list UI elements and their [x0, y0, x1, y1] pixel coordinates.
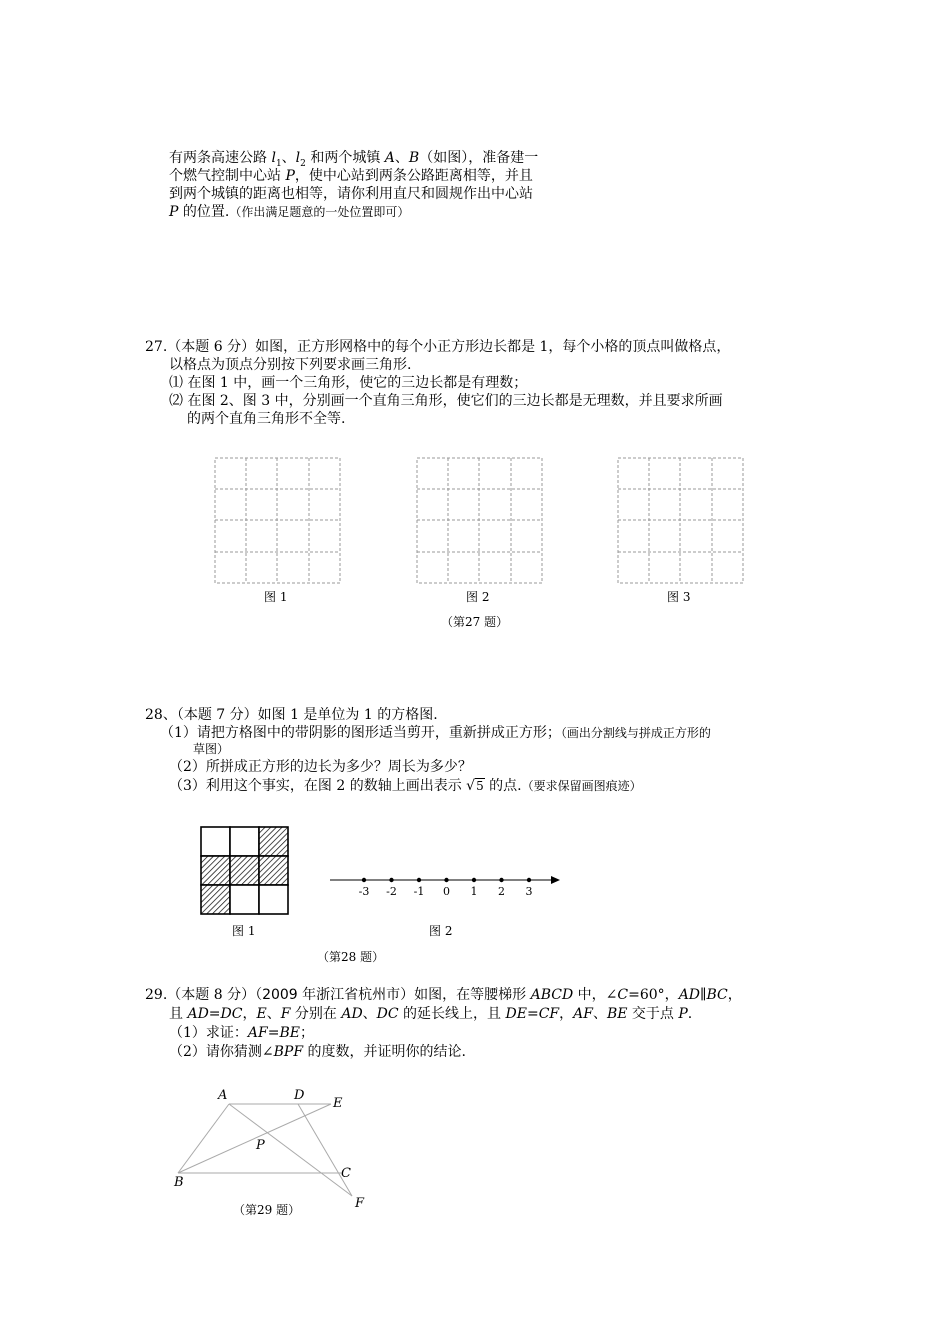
p28-caption: （第28 题） — [317, 950, 385, 964]
number-line-label: 1 — [470, 885, 478, 898]
p29-line2: 且 AD=DC，E、F 分别在 AD、DC 的延长线上，且 DE=CF，AF、BE 交于点 P. — [169, 1006, 693, 1022]
p27-item2a: ⑵ 在图 2、图 3 中，分别画一个直角三角形，使它们的三边长都是无理数，并且要求所画 — [169, 393, 723, 409]
point-label-D: D — [294, 1088, 305, 1103]
p28-fig2-label: 图 2 — [429, 924, 453, 938]
p29-item2: （2）请你猜测∠BPF 的度数，并证明你的结论. — [169, 1044, 466, 1060]
p29-item1: （1）求证：AF=BE； — [169, 1025, 314, 1041]
p26-line3: 到两个城镇的距离也相等，请你利用直尺和圆规作出中心站 — [169, 186, 533, 202]
point-label-A: A — [218, 1088, 228, 1103]
p27-fig1-label: 图 1 — [264, 590, 288, 604]
segment-AB — [178, 1104, 229, 1173]
p28-item2: （2）所拼成正方形的边长为多少？周长为多少？ — [169, 759, 472, 775]
p27-item2b: 的两个直角三角形不全等. — [187, 411, 346, 427]
p26-line1: 有两条高速公路 $l_1$、$l_2$ 和两个城镇 A、B（如图），准备建一 — [169, 150, 539, 169]
p29-caption: （第29 题） — [233, 1203, 301, 1217]
point-label-F: F — [355, 1196, 365, 1211]
p28-item1a: （1）请把方格图中的带阴影的图形适当剪开，重新拼成正方形；（画出分割线与拼成正方形的 — [160, 725, 711, 741]
point-label-B: B — [174, 1175, 184, 1190]
point-label-E: E — [333, 1096, 343, 1111]
number-line-label: 2 — [498, 885, 505, 898]
sqrt-symbol: √ — [466, 778, 476, 794]
p26-line2: 个燃气控制中心站 P，使中心站到两条公路距离相等，并且 — [169, 168, 533, 184]
segment-AF — [229, 1104, 352, 1196]
number-line-label: -1 — [413, 885, 425, 898]
number-line-label: 3 — [525, 885, 533, 898]
p28-line1: 28、（本题 7 分）如图 1 是单位为 1 的方格图. — [145, 707, 438, 723]
p27-line1: 27.（本题 6 分）如图，正方形网格中的每个小正方形边长都是 1，每个小格的顶点叫做格点， — [145, 339, 731, 355]
point-label-C: C — [341, 1166, 351, 1181]
p28-fig1-label: 图 1 — [232, 924, 256, 938]
p28-item1b: 草图） — [193, 742, 230, 756]
p27-fig3-label: 图 3 — [667, 590, 691, 604]
p27-caption: （第27 题） — [441, 615, 509, 629]
point-label-P: P — [256, 1138, 265, 1153]
p28-item3: （3）利用这个事实，在图 2 的数轴上画出表示 √5 的点.（要求保留画图痕迹） — [169, 778, 642, 794]
number-line-label: -2 — [386, 885, 397, 898]
p27-item1: ⑴ 在图 1 中，画一个三角形，使它的三边长都是有理数； — [169, 375, 528, 391]
p29-line1: 29.（本题 8 分）（2009 年浙江省杭州市）如图，在等腰梯形 ABCD 中，∠C=60°，AD∥BC， — [145, 987, 742, 1003]
number-line-label: 0 — [443, 885, 450, 898]
segment-DF — [298, 1104, 352, 1196]
p27-fig2-label: 图 2 — [466, 590, 490, 604]
number-line-label: -3 — [358, 885, 370, 898]
p27-line2: 以格点为顶点分别按下列要求画三角形. — [169, 357, 412, 373]
p26-line4: P 的位置.（作出满足题意的一处位置即可） — [169, 204, 410, 220]
